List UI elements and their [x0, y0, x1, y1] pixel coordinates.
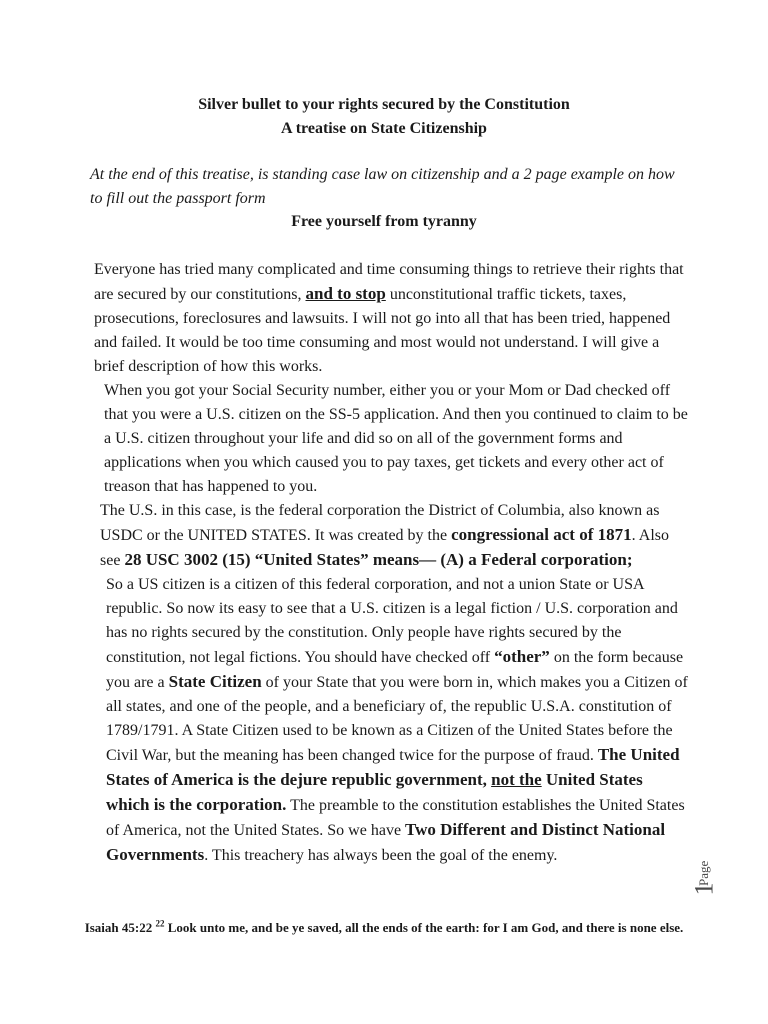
- paragraph-3-text-a: The U.S. in this case, is the federal corporation the District of Columbia, also known as USDC or the UNITED STATES. It was created by the: [100, 502, 660, 544]
- paragraph-4-text-c: on the form because you are a: [106, 649, 684, 691]
- paragraph-4-emphasis-state-citizen: State Citizen: [168, 672, 262, 691]
- paragraph-4: [90, 573, 690, 868]
- paragraph-4-text-i: The preamble to the constitution establishes the United States of America, not the United States. So we have: [106, 797, 685, 839]
- intro-note: At the end of this treatise, is standing case law on citizenship and a 2 page example on how to fill out the passport form: [90, 166, 675, 207]
- paragraph-4-emphasis-not-the: not the: [491, 770, 542, 789]
- paragraph-4-emphasis-corporation: United States which is the corporation.: [106, 770, 643, 814]
- footer-verse-number: 22: [155, 918, 165, 929]
- page-number-marker: [689, 860, 736, 916]
- paragraph-4-text-k: . This treachery has always been the goal of the enemy.: [204, 847, 558, 864]
- paragraph-4-text-a: So a US citizen is a citizen of this federal corporation, and not a union State or USA republic. So now its easy to see that a U.S. citizen is a legal fiction / U.S. corporation and has no rights secured by the constitution. Only people have rights secured by the constitution, not legal fictions. You should have checked off: [106, 576, 678, 666]
- paragraph-4-emphasis-other: “other”: [494, 647, 550, 666]
- paragraph-2: When you got your Social Security number, either you or your Mom or Dad checked off that you were a U.S. citizen on the SS-5 application. And then you continued to claim to be a U.S. citizen throughout your life and did so on all of the government forms and applications when you which caused you to pay taxes, get tickets and every other act of treason that has happened to you.: [104, 382, 688, 495]
- paragraph-3: [90, 499, 690, 573]
- page-number: 1: [689, 882, 719, 896]
- footer-verse-text: Look unto me, and be ye saved, all the ends of the earth: for I am God, and there is none else.: [164, 920, 684, 935]
- document-subtitle: A treatise on State Citizenship: [281, 120, 487, 137]
- document-body: [90, 258, 690, 868]
- footer-scripture: [0, 918, 768, 938]
- paragraph-1-emphasis: and to stop: [305, 284, 386, 303]
- section-heading: Free yourself from tyranny: [291, 213, 477, 230]
- page-label: Page: [696, 860, 711, 886]
- paragraph-1-text-a: Everyone has tried many complicated and time consuming things to retrieve their rights that are secured by our constitutions,: [94, 261, 684, 303]
- document-title: Silver bullet to your rights secured by the Constitution: [198, 96, 570, 113]
- paragraph-4-text-e: of your State that you were born in, which makes you a Citizen of all states, and one of the people, and a beneficiary of, the republic U.S.A. constitution of 1789/1791. A State Citizen used to be known as a Citizen of the United States before the Civil War, but the meaning has been changed twice for the purpose of fraud.: [106, 674, 688, 764]
- paragraph-4-emphasis-governments: Two Different and Distinct National Governments: [106, 820, 666, 864]
- paragraph-3-emphasis-usc: 28 USC 3002 (15) “United States” means— (A) a Federal corporation;: [124, 550, 633, 569]
- paragraph-3-text-c: . Also see: [100, 527, 669, 569]
- footer-reference: Isaiah 45:22: [84, 920, 156, 935]
- paragraph-1: [90, 258, 690, 379]
- paragraph-4-emphasis-usa: The United States of America is the dejure republic government,: [106, 745, 680, 789]
- paragraph-1-text-c: unconstitutional traffic tickets, taxes, prosecutions, foreclosures and lawsuits. I will not go into all that has been tried, happened and failed. It would be too time consuming and most would not understand. I will give a brief description of how this works.: [94, 286, 671, 375]
- paragraph-3-emphasis-act: congressional act of 1871: [451, 525, 632, 544]
